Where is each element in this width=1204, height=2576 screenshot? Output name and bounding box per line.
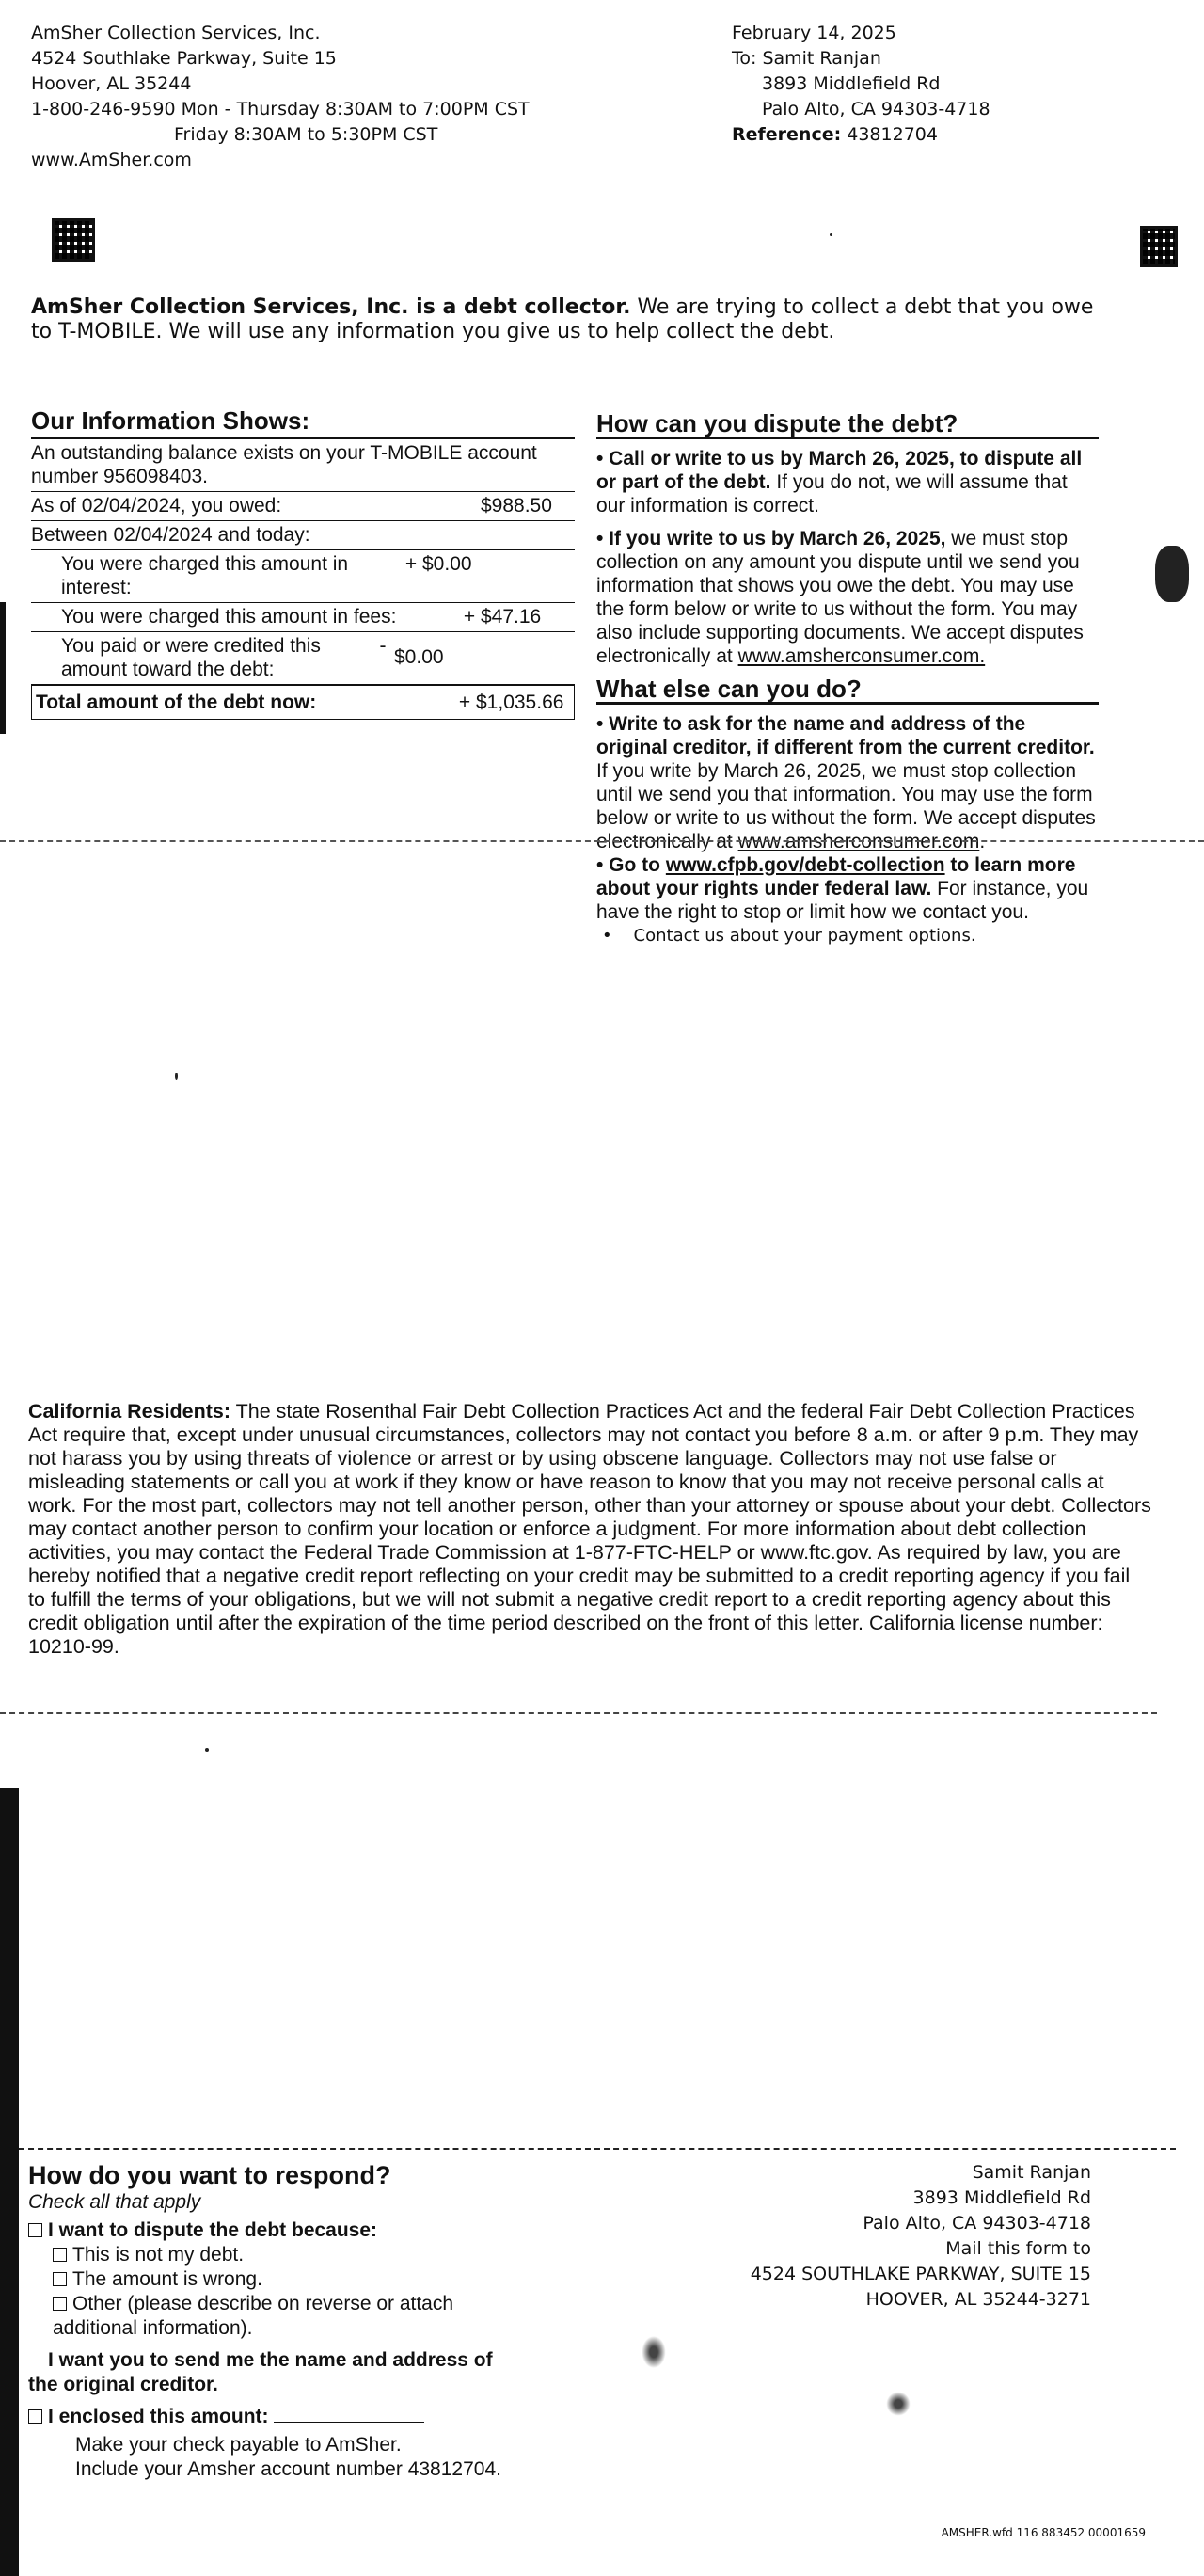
between-row bbox=[31, 521, 575, 550]
paid-amount: $0.00 bbox=[394, 646, 444, 668]
letter-date: February 14, 2025 bbox=[732, 23, 896, 43]
paid-label: You paid or were credited this amount toward the debt: bbox=[61, 635, 321, 680]
response-title: How do you want to respond? bbox=[28, 2161, 391, 2189]
fees-sign: + bbox=[463, 606, 476, 628]
reference-label: Reference: bbox=[732, 124, 842, 145]
amsher-consumer-link[interactable]: www.amsherconsumer.com. bbox=[737, 645, 986, 667]
paid-row bbox=[31, 632, 575, 685]
enclosed-amount-field[interactable] bbox=[274, 2422, 424, 2423]
scan-speck bbox=[830, 233, 832, 236]
creditor-request[interactable]: I want you to send me the name and address of the original creditor. bbox=[28, 2349, 493, 2395]
sender-address-1: 4524 Southlake Parkway, Suite 15 bbox=[31, 48, 337, 69]
recipient-to: To: Samit Ranjan bbox=[732, 48, 881, 69]
interest-row bbox=[31, 550, 575, 603]
interest-sign: + bbox=[404, 553, 418, 575]
response-subtitle: Check all that apply bbox=[28, 2191, 201, 2213]
amsher-consumer-link-2[interactable]: www.amsherconsumer.com bbox=[737, 831, 980, 852]
datamatrix-code bbox=[52, 218, 95, 262]
sender-friday-hours: Friday 8:30AM to 5:30PM CST bbox=[174, 124, 438, 145]
dispute-heading: I want to dispute the debt because: bbox=[48, 2219, 378, 2241]
option-amount-wrong[interactable]: The amount is wrong. bbox=[28, 2267, 555, 2292]
mail-city: Palo Alto, CA 94303-4718 bbox=[863, 2213, 1091, 2234]
mail-name: Samit Ranjan bbox=[972, 2162, 1091, 2183]
dispute-section bbox=[596, 409, 1099, 948]
edge-datamatrix-code bbox=[1140, 226, 1178, 267]
scan-speck bbox=[175, 1073, 178, 1080]
as-of-amount: $988.50 bbox=[481, 495, 552, 517]
mail-address-2: HOOVER, AL 35244-3271 bbox=[865, 2289, 1091, 2310]
account-row bbox=[31, 439, 575, 492]
total-label: Total amount of the debt now: bbox=[36, 692, 317, 713]
fees-row bbox=[31, 603, 575, 632]
account-text: An outstanding balance exists on your T-MOBILE account number 956098403. bbox=[31, 442, 537, 487]
cfpb-link[interactable]: www.cfpb.gov/debt-collection bbox=[665, 854, 945, 876]
enclosed-amount-row[interactable]: I enclosed this amount: bbox=[28, 2405, 555, 2429]
recipient-city: Palo Alto, CA 94303-4718 bbox=[762, 99, 990, 119]
dispute-title: How can you dispute the debt? bbox=[596, 412, 1099, 439]
intro-bold: AmSher Collection Services, Inc. is a debt collector. bbox=[31, 295, 631, 319]
information-table bbox=[31, 439, 575, 720]
option-other[interactable]: Other (please describe on reverse or attach additional information). bbox=[53, 2293, 454, 2339]
reference-value: 43812704 bbox=[847, 124, 938, 145]
interest-amount: $0.00 bbox=[422, 553, 472, 575]
response-form bbox=[28, 2160, 555, 2482]
mail-address-1: 4524 SOUTHLAKE PARKWAY, SUITE 15 bbox=[750, 2264, 1091, 2284]
california-text: The state Rosenthal Fair Debt Collection Practices Act and the federal Fair Debt Collection Practices Act require that, except under unusual circumstances, collectors may not contact you before 8 a.m. or after 9 p.m. They may not harass you by using threats of violence or arrest or by using obscene language. Collectors may not use false or misleading statements or call you at work if they know or have reason to know that you may not receive personal calls at work. For the most part, collectors may not tell another person, other than your attorney or spouse about your debt. Collectors may contact another person to confirm your location or enforce a judgment. For more information about debt collection activities, you may contact the Federal Trade Commission at 1-877-FTC-HELP or www.ftc.gov. As required by law, you are hereby notified that a negative credit report reflecting on your credit may be submitted to a credit reporting agency if you fail to fulfill the terms of your obligations, but we will not submit a negative credit report to a credit reporting agency about this credit obligation until after the expiration of the time period described on the front of this letter. California license number: 10210-99. bbox=[28, 1400, 1151, 1658]
scan-noise bbox=[884, 2390, 912, 2418]
option-not-my-debt[interactable]: This is not my debt. bbox=[28, 2243, 555, 2267]
checkbox-other[interactable] bbox=[53, 2297, 67, 2311]
footer-code: AMSHER.wfd 116 883452 00001659 bbox=[941, 2526, 1146, 2539]
total-amount: $1,035.66 bbox=[476, 692, 564, 713]
california-notice bbox=[28, 1400, 1152, 1659]
scan-noise bbox=[640, 2333, 668, 2371]
intro-statement bbox=[31, 295, 1103, 344]
dispute-checkbox-row[interactable] bbox=[28, 2218, 555, 2243]
mail-to-block bbox=[751, 2160, 1091, 2313]
interest-label: You were charged this amount in interest: bbox=[61, 553, 349, 598]
fees-label: You were charged this amount in fees: bbox=[61, 606, 397, 628]
scan-blot bbox=[1155, 546, 1189, 602]
information-title: Our Information Shows: bbox=[31, 406, 575, 439]
payment-options-bullet: • Contact us about your payment options. bbox=[602, 926, 976, 946]
intro-rest: We are trying to collect a debt that you owe to T-MOBILE. We will use any information you give us to help collect the debt. bbox=[31, 295, 1094, 343]
paid-sign: - bbox=[379, 635, 387, 657]
dispute-paragraph-1: • Call or write to us by March 26, 2025, to dispute all or part of the debt. If you do not, we will assume that our information is correct. bbox=[596, 448, 1083, 517]
check-note: Make your check payable to AmSher. bbox=[75, 2434, 402, 2456]
sender-website: www.AmSher.com bbox=[31, 150, 192, 170]
recipient-block bbox=[732, 21, 990, 148]
checkbox-amount-wrong[interactable] bbox=[53, 2272, 67, 2286]
mail-street: 3893 Middlefield Rd bbox=[912, 2187, 1091, 2208]
as-of-label: As of 02/04/2024, you owed: bbox=[31, 495, 282, 517]
tear-off-line bbox=[19, 2148, 1176, 2150]
enclosed-checkbox[interactable] bbox=[28, 2409, 42, 2424]
sender-company: AmSher Collection Services, Inc. bbox=[31, 23, 321, 43]
fees-amount: $47.16 bbox=[481, 606, 542, 628]
sender-phone-hours: 1-800-246-9590 Mon - Thursday 8:30AM to 7:00PM CST bbox=[31, 99, 530, 119]
total-row bbox=[31, 685, 575, 720]
account-note: Include your Amsher account number 43812704. bbox=[75, 2458, 501, 2480]
scan-edge-mark bbox=[0, 1788, 19, 2576]
scan-artifact-line-2 bbox=[0, 1712, 1157, 1714]
checkbox-not-my-debt[interactable] bbox=[53, 2248, 67, 2262]
dispute-paragraph-2: • If you write to us by March 26, 2025, we must stop collection on any amount you dispute until we send you information that shows you owe the debt. You may use the form below or write to us without the form. You may also include supporting documents. We accept disputes electronically at www.amsherconsumer.com. bbox=[596, 528, 1084, 667]
mail-to-label: Mail this form to bbox=[945, 2238, 1091, 2259]
sender-address-2: Hoover, AL 35244 bbox=[31, 73, 192, 94]
recipient-street: 3893 Middlefield Rd bbox=[762, 73, 941, 94]
scan-artifact-line bbox=[0, 840, 1204, 842]
scan-edge-mark-2 bbox=[0, 602, 6, 734]
as-of-row bbox=[31, 492, 575, 521]
information-section bbox=[31, 406, 575, 720]
what-else-paragraph-1: • Write to ask for the name and address of the original creditor, if different from the current creditor. If you write by March 26, 2025, we must stop collection until we send you that information. You may use the form below or write to us without the form. We accept disputes electronically at www.amsherconsumer.com. bbox=[596, 713, 1096, 852]
california-bold: California Residents: bbox=[28, 1400, 231, 1423]
scan-speck bbox=[205, 1748, 209, 1752]
what-else-paragraph-2: • Go to www.cfpb.gov/debt-collection to learn more about your rights under federal law. For instance, you have the right to stop or limit how we contact you. bbox=[596, 854, 1089, 923]
sender-block bbox=[31, 21, 530, 173]
total-sign: + bbox=[458, 692, 471, 713]
what-else-title: What else can you do? bbox=[596, 677, 1099, 705]
between-label: Between 02/04/2024 and today: bbox=[31, 524, 310, 546]
reference-line bbox=[732, 122, 990, 148]
dispute-checkbox[interactable] bbox=[28, 2223, 42, 2237]
